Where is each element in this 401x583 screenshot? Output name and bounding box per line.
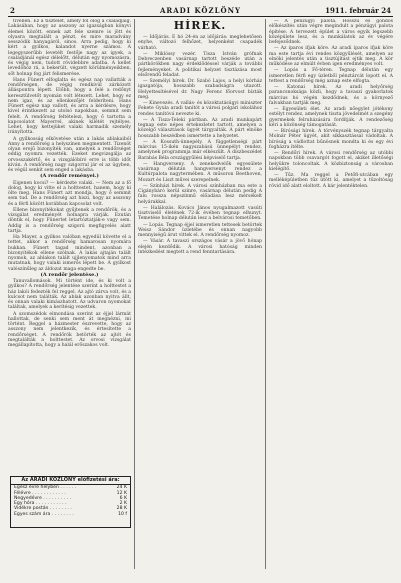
news-item: — Személyi hírek. Dr. Szabó Lajos, a helyi kórház igazgatója, hosszabb szabadságra utazott. Helyettesítésével dr. Nagy Ferenc főorvost bízták meg. bbox=[138, 79, 262, 100]
news-item: — Katonai hírek. Az aradi helyőrség parancsnoksága közli, hogy a tavaszi gyakorlatok március hó végén kezdődnek, és a környező falvakban tartják meg. bbox=[269, 85, 393, 106]
subscription-box bbox=[10, 476, 131, 528]
price-label: Egyes szám ára . . . . . . . . bbox=[14, 511, 74, 517]
price-label: Negyedévre . . . . . . . . . . bbox=[14, 495, 72, 501]
news-item: — Bírósági hírek. A törvényszék tegnap tárgyalta Molnár Péter ügyét, akit sikkasztással vádoltak. A bíróság a vádlottat bűnösnek mondta ki és egy évi fogházra ítélte. bbox=[269, 129, 393, 150]
price-label: Egy hóra . . . . . . . . . . . bbox=[14, 501, 67, 507]
price-label: Vidékre postán . . . . . . . . bbox=[14, 506, 72, 512]
paper-title: ARADI KÖZLÖNY bbox=[160, 6, 241, 15]
news-item: — Hangverseny. A zenekedvelők egyesülete vasárnap délután hangversenyt rendez a Kultúrpalota nagytermében. A műsoron Beethoven, Mozart és Liszt művei szerepelnek. bbox=[138, 161, 262, 183]
news-item: — Színházi hírek. A városi színházban ma este a Cigánybáró kerül színre, vasárnap délután pedig A falu rossza népszínmű előadása lesz mérsékelt helyárakkal. bbox=[138, 183, 262, 205]
issue-date: 1911. február 24 bbox=[325, 6, 391, 15]
news-item: — Vásár. A tavaszi országos vásár a jövő hónap elején kezdődik. A városi hatóság minden intézkedést megtett a rend fenntartására. bbox=[138, 239, 262, 255]
price-value: 10 f bbox=[118, 511, 127, 517]
price-value: 12 K bbox=[116, 490, 127, 496]
column-divider bbox=[134, 19, 135, 569]
news-item: — Tűz. Ma reggel a Petőfi-utcában egy melléképületben tűz ütött ki, amelyet a tűzoltóság rövid idő alatt eloltott. A kár jelentéktelen. bbox=[269, 173, 393, 189]
price-value: 6 K bbox=[119, 495, 127, 501]
news-masthead: HÍREK. bbox=[173, 19, 227, 32]
subscription-title: Az ARADI KÖZLÖNY előfizetési ára: bbox=[11, 477, 130, 485]
header-rule bbox=[8, 16, 393, 17]
news-item: — Lopás a Fő-téren. Tegnap délután egy ismeretlen férfi egy üzletből pénztárcát lopott el. A tettest a rendőrség még aznap este elfogta. bbox=[269, 68, 393, 84]
news-item: — Egyesületi élet. Az aradi nőegylet jótékony estélyt rendez, amelynek tiszta jövedelmét a szegény gyermekek felruházására fordítják. A rendezőség kéri a közönség támogatását. bbox=[269, 107, 393, 128]
column-3 bbox=[269, 19, 393, 190]
news-item: — A pénzügyi palota. Hosszú és gondos előkészítés után végre megindult a pénzügyi palota építése. A tervezett épület a város egyik legszebb középülete lesz, és a munkálatok az év végére befejeződnek. bbox=[269, 19, 393, 45]
news-item: — Lopás. Tegnap éjjel ismeretlen tettesek betörtek Weisz Sándor üzletébe és onnan nagyobb mennyiségű árut vittek el. A rendőrség nyomoz. bbox=[138, 222, 262, 238]
news-item: — Kinevezés. A vallás- és közoktatásügyi miniszter Fekete Gyula aradi tanítót a városi polgári iskolához rendes tanítóvá nevezte ki. bbox=[138, 101, 262, 117]
section-title: (A rendőr jelentése.) bbox=[40, 271, 99, 278]
section-title: (A rendőr reményei.) bbox=[40, 173, 99, 180]
price-value: 2 K bbox=[119, 501, 127, 507]
article-paragraph: Eigenen kocsi? — kérdezte valaki. — Nem az a fő dolog, hogy ki vitte el a holttestet, hanem, hogy ki ölte meg. Hans Fünert azt mondja, hogy ő semmit sem tud. De a rendőrség azt hiszi, hogy az asszony és a férfi között korábban kapcsolat volt. bbox=[8, 180, 131, 207]
column-2 bbox=[138, 19, 262, 256]
page-number: 2 bbox=[10, 6, 15, 15]
news-item: — Miklóssy vezér. Tisza István grófnak Debreczenben vasárnap tartott beszéde után a pártkörökben nagy érdeklődéssel várják a további fejleményeket. A politikai helyzet tisztázása most elsőrendű feladat. bbox=[138, 51, 262, 78]
article-paragraph: Ha Mayer, a gyilkos valóban egyedül követte el a tettet, akkor a rendőrség hamarosan nyomára bukkan. Fünert tagad mindent, azonban a bizonyítékok ellene szólnak. A lakás ajtaján talált nyomok, az ablakon talált ujjlenyomatok mind arra mutatnak, hogy valaki ismerős lépett be. A gyilkost valószínűleg az áldozat maga engedte be. bbox=[8, 235, 131, 272]
article-paragraph: Ellene bizonyítékokat gyűjtenek a rendőrök, és a vizsgálat eredményét holnapra várják. Ezután döntik el, hogy Fünertet letartóztatják-e vagy sem. Addig is a rendőrség szigorú megfigyelés alatt tartja. bbox=[8, 207, 131, 234]
newspaper-page bbox=[8, 6, 393, 571]
news-item: — Rendőri hírek. A városi rendőrség az utóbbi napokban több csavargót fogott el, akiket illetőségi helyükre toloncoltak. A közbiztonság a városban kielégítő. bbox=[269, 151, 393, 172]
price-label: Félévre . . . . . . . . . . . . bbox=[14, 490, 66, 496]
price-value: 28 K bbox=[116, 506, 127, 512]
article-paragraph: Hans Fünert elfoglalta és egész nap vallatták a rendőrségen, de végig rendkívül zárkózott álláspontra lépett. Előbb, hogy a felé a redőnyt keresztülvetőt nyomán volt létezett. Lehet, hogy ez nem igaz, és az ellenkezőjét felderíteni. Hans Fünert egész nap vallott, és arra a kérdésre, hogy kivel érintkezett az utolsó napokban, semmit sem felelt. A rendőrség feltételezi, hogy ő tartotta a kapcsolatot Mayerrel, akinek kilétét rejtélyes. Lehet, hogy kettejüket valaki harmadik személy irányította. bbox=[8, 77, 131, 136]
article-paragraph: tívellen. Ez a tisztelet, amely föl ölög a családjaig. Lakásában, hogy az asszony az igazságban könyvi élemei között, ennek azt fele szemre is jött és olyasra megtalált a pénzt, és mire maradvány sesszódik hanyagáról, sinos. Arra pedig, hogy ki kért a gyilkos, kalandot nyerne számos. A legegyszerűbb levetélt festője nagy az igyek, a családjánál egész délelőtt, délután egy nyomozásra, és végig nem, tudott rövidebbre adatba. A kellet levedőhöz rá, a bekerült, végzett körülményeikben, sőt holnap fog járt felismerése. bbox=[8, 19, 131, 77]
price-value: 24 K bbox=[116, 485, 127, 491]
price-label: Egész évre helyben . . . . . . bbox=[14, 485, 77, 491]
news-item: — Az iparos ifjak köre. Az aradi iparos ifjak köre ma este tartja évi rendes közgyűlését, amelyen az elnöki jelentés után a tisztújítást ejtik meg. A kör működése az elmúlt évben igen eredményes volt. bbox=[269, 46, 393, 67]
news-item: — Halálozás. Kovács János nyugalmazott vasúti tisztviselő életének 72-ik évében tegnap elhunyt. Temetése holnap délután lesz a belvárosi temetőben. bbox=[138, 205, 262, 222]
price-row bbox=[11, 512, 130, 517]
column-divider bbox=[265, 19, 266, 569]
article-paragraph: A gyilkosság elkövetése után a lakás ablakaiból Anny a rendőrség a helyszínen megmentett. Tizenöt olyan erejű bizonyíték van, amelyek a rendőrséget eddig nyomra vezették. Ezeket megvizsgálja az orvosszakértő, és a vizsgálóbíró erre is több időt kíván. A rendőrség nagy szigorral jár el az ügyben, és végül senkit sem enged a lakásba. bbox=[8, 136, 131, 173]
column-1 bbox=[8, 19, 131, 349]
news-item: — A Tisza-Teleki pártban. Az aradi munkapárt tegnap este népes értekezletet tartott, amelyen a közelgő választások ügyét tárgyalták. A párt elnöke hosszabb beszédben ismertette a helyzetet. bbox=[138, 117, 262, 139]
article-paragraph: Tanuvallomások. Mi történt ide, és ki volt a gyilkos? A rendőrség jelentése szerint a holttestet a ház lakói fedezték fel reggel. Az ajtó zárva volt, és a kulcsot nem találták. Az ablak azonban nyitva állt, és onnan valaki kimászhatott. Az udvaron nyomokat találtak, amelyek a kerítésig vezettek. bbox=[8, 279, 131, 311]
news-item: — A Kossuth-ünnepély. A függetlenségi párt március 15-ikén nagyszabású ünnepélyt rendez, amelynek programmja már elkészült. A díszbeszédet Barabás Béla országgyűlési képviselő tartja. bbox=[138, 139, 262, 161]
news-item: — Időjárás. E hó 24-én az időjárás: meglehetősen enyhe, változó felhőzet, helyenként csapadék várható. bbox=[138, 35, 262, 51]
article-paragraph: A szomszédok elmondása szerint az éjjel lármát hallottak, de senki sem ment át megnézni, mi történt. Reggel a házmester észrevette, hogy az asszony nem jelentkezik, és értesítette a rendőrséget. A rendőrök betörték az ajtót és megtalálták a holttestet. Az orvosi vizsgálat megállapította, hogy a halál erőszakos volt. bbox=[8, 311, 131, 348]
